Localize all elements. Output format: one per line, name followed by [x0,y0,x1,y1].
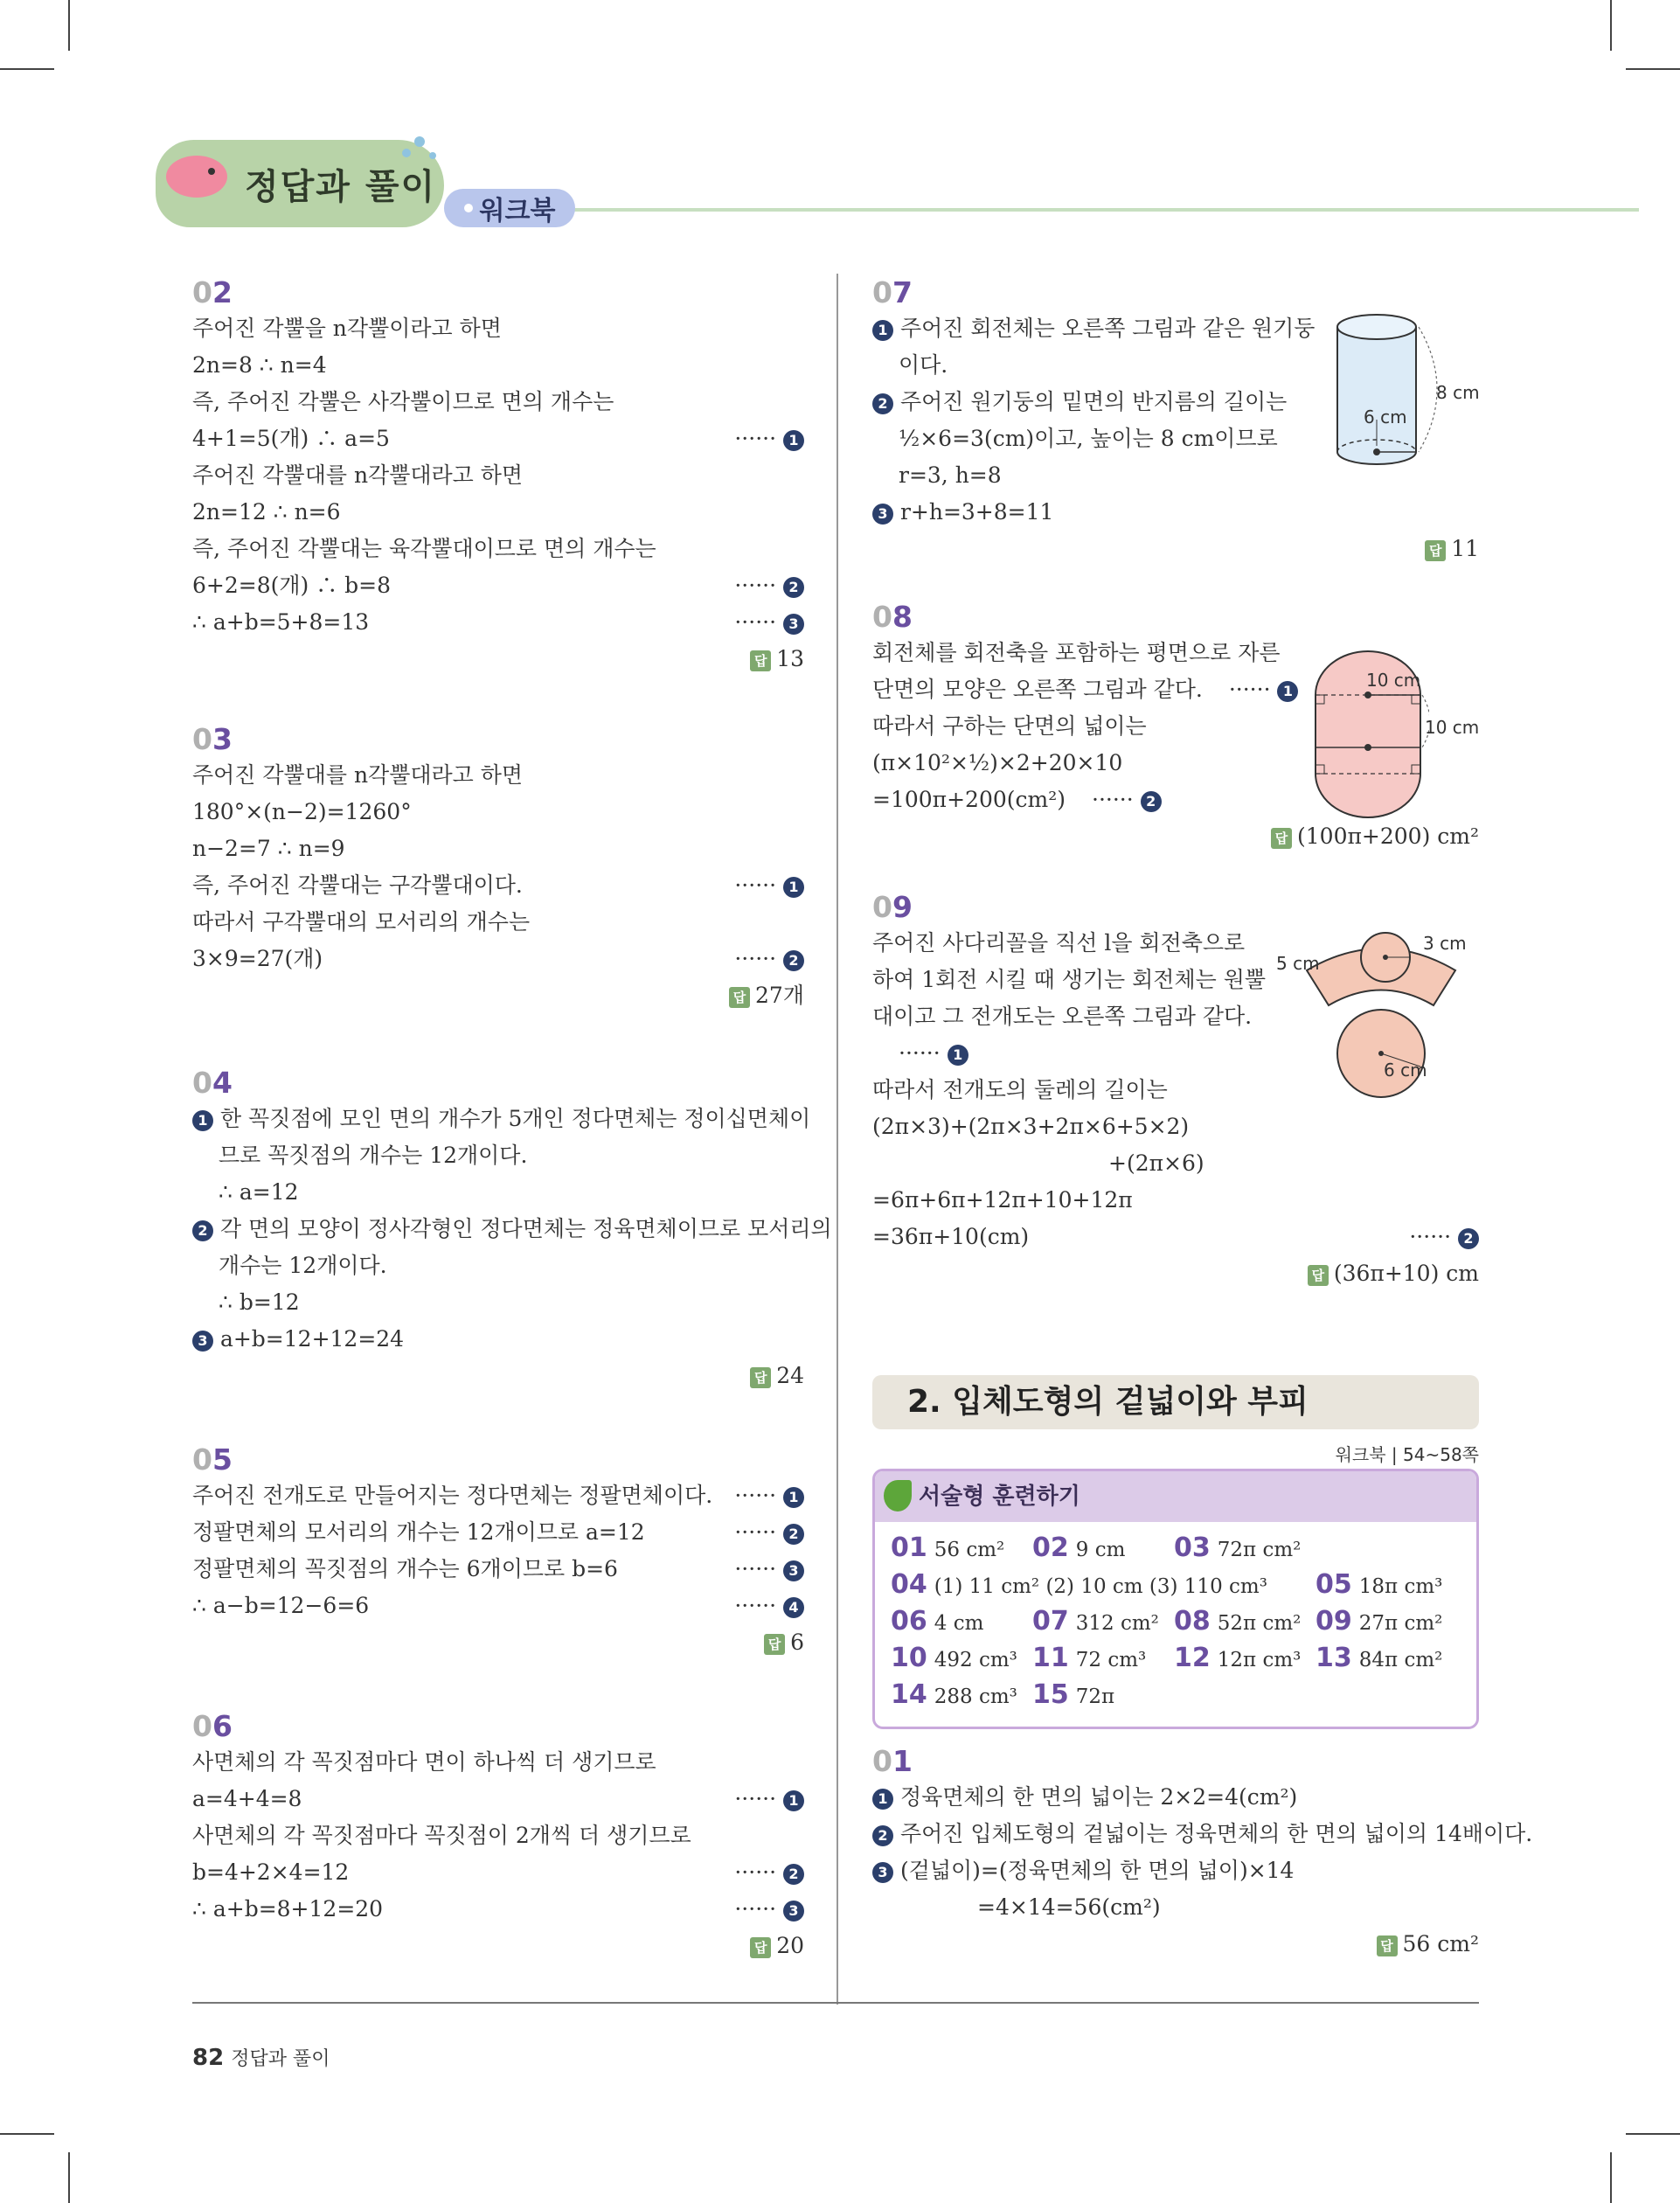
solution-text: +(2π×6) [1108,1150,1204,1176]
solution-text: 정팔면체의 모서리의 개수는 12개이므로 a=12 [192,1519,645,1545]
training-answer-08 [1174,1606,1301,1637]
answer-value: 56 cm² [1402,1931,1479,1956]
problem-number-digit: 9 [892,890,913,924]
problem-06 [192,1709,804,1964]
step-tag: ······ 2 [1409,1219,1479,1255]
tab-dot [464,204,473,212]
solution-line [192,1781,804,1817]
solution-line [872,1889,1479,1926]
solution-text: 즉, 주어진 각뿔대는 구각뿔대이다. [192,872,523,898]
solution-text: 개수는 12개이다. [219,1253,387,1278]
solution-text: 즉, 주어진 각뿔대는 육각뿔대이므로 면의 개수는 [192,536,656,561]
solution-line [192,1744,804,1781]
training-item-value: 492 cm³ [934,1649,1017,1671]
step-tag: ······ 1 [899,1040,968,1066]
workbook-tab [444,189,575,227]
answer-line [192,641,804,678]
problem-number-digit: 7 [892,275,913,309]
training-item-number: 03 [1174,1532,1211,1563]
step-marker-1: 1 [1277,681,1298,702]
training-item-number: 05 [1316,1569,1352,1600]
solution-line [872,1852,1479,1889]
training-item-value: 56 cm² [934,1539,1005,1561]
solution-text: =36π+10(cm) [872,1224,1030,1249]
solution-line [872,310,1479,347]
solution-line [872,962,1479,998]
net-large-radius-label: 6 cm [1384,1060,1427,1081]
step-marker-3: 3 [783,614,804,635]
problem-number-lead: 0 [192,275,212,309]
solution-line [192,420,804,457]
problem-number-lead: 0 [192,1066,212,1100]
solution-line [192,830,804,867]
footer-label: 정답과 풀이 [231,2048,330,2070]
solution-line [192,494,804,531]
problem-number [872,1744,1479,1779]
solution-line [192,310,804,347]
step-marker-3: 3 [783,1560,804,1581]
header-rule [489,208,1639,212]
training-item-value: 27π cm² [1358,1612,1443,1635]
step-marker-3: 3 [872,1862,893,1883]
cross-section-side-label: 10 cm [1425,717,1480,738]
solution-text: ∴ b=12 [219,1289,300,1315]
step-tag: ······ 4 [734,1588,804,1624]
solution-text: 따라서 구각뿔대의 모서리의 개수는 [192,909,531,935]
solution-line [192,1817,804,1854]
solution-text: 각 면의 모양이 정사각형인 정다면체는 정육면체이므로 모서리의 [219,1216,832,1241]
step-marker-1: 1 [872,1789,893,1810]
solution-line [192,1211,832,1247]
solution-text: ∴ a+b=5+8=13 [192,609,370,635]
net-slant-label: 5 cm [1276,953,1320,974]
footer [192,2044,330,2071]
problem-number-lead: 0 [192,722,212,756]
problem-number [872,890,1479,925]
step-marker-1: 1 [192,1110,213,1131]
solution-text: 2n=8 ∴ n=4 [192,352,327,378]
training-answer-12 [1174,1643,1301,1673]
solution-line [192,1551,804,1588]
crop-mark [1626,2133,1680,2135]
answer-icon: 답 [750,1367,771,1388]
solution-line [872,384,1479,420]
solution-text: a+b=12+12=24 [219,1326,405,1352]
answer-line [872,531,1479,567]
training-item-number: 10 [891,1643,927,1673]
step-marker-2: 2 [1141,791,1162,812]
training-item-number: 08 [1174,1606,1211,1637]
training-answer-05 [1316,1569,1442,1600]
step-tag: ······ 1 [734,420,804,457]
problem-number-digit: 1 [892,1744,913,1778]
training-item-number: 14 [891,1679,927,1710]
answer-line [872,818,1479,855]
problem-number-lead: 0 [872,1744,892,1778]
training-answer-13 [1316,1643,1442,1673]
solution-text: 주어진 각뿔대를 n각뿔대라고 하면 [192,762,524,788]
training-answer-07 [1032,1606,1159,1637]
solution-line [192,1321,804,1358]
cylinder-radius-label: 6 cm [1364,407,1407,427]
answer-value: 11 [1451,536,1479,561]
solution-line [872,347,1479,384]
crop-mark [0,68,54,70]
step-marker-1: 1 [783,877,804,898]
solution-line [192,1137,804,1174]
answer-icon: 답 [1308,1265,1329,1286]
solution-line [192,1588,804,1624]
answer-value: (36π+10) cm [1333,1261,1479,1286]
solution-line [192,757,804,794]
solution-line [192,1284,804,1321]
crop-mark [68,2152,70,2203]
solution-line [192,1891,804,1928]
solution-text: 주어진 전개도로 만들어지는 정다면체는 정팔면체이다. [192,1483,713,1508]
problem-number [872,275,1479,310]
step-tag: ······ 2 [734,941,804,977]
solution-text: ∴ a+b=8+12=20 [192,1896,384,1922]
solution-text: (2π×3)+(2π×3+2π×6+5×2) [872,1114,1190,1139]
problem-02 [192,275,804,678]
answer-value: 24 [776,1363,804,1388]
step-marker-3: 3 [872,504,893,525]
problem-03 [192,722,804,1014]
solution-line [872,745,1479,782]
training-item-number: 07 [1032,1606,1069,1637]
solution-line [192,604,804,641]
solution-text: 주어진 회전체는 오른쪽 그림과 같은 원기둥 [899,316,1316,341]
crop-mark [1610,2152,1612,2203]
problem-number-digit: 8 [892,600,913,634]
problem-number-lead: 0 [872,275,892,309]
solution-line [872,1779,1479,1816]
solution-text: r+h=3+8=11 [899,499,1054,525]
solution-text: 2n=12 ∴ n=6 [192,499,341,525]
step-tag: ······ 2 [734,1854,804,1891]
answer-icon: 답 [1377,1935,1398,1956]
solution-line [192,867,804,904]
crop-mark [0,2133,54,2135]
solution-line [872,925,1479,962]
solution-text: 주어진 사다리꼴을 직선 l을 회전축으로 [872,930,1246,956]
solution-line [872,1035,1479,1072]
solution-line [872,1219,1479,1255]
solution-line [192,384,804,420]
training-item-number: 13 [1316,1643,1352,1673]
training-item-number: 06 [891,1606,927,1637]
answer-line [192,1928,804,1964]
training-answer-14 [891,1679,1017,1710]
answer-line [192,977,804,1014]
column-divider [837,274,838,2005]
cylinder-height-label: 8 cm [1436,382,1480,403]
training-item-number: 04 [891,1569,927,1600]
training-item-value: 72 cm³ [1075,1649,1147,1671]
answer-line [872,1255,1479,1292]
training-answer-09 [1316,1606,1442,1637]
step-tag: ······ 1 [734,1477,804,1514]
answer-line [192,1358,804,1394]
step-tag: ······ 3 [734,1551,804,1588]
solution-text: ½×6=3(cm)이고, 높이는 8 cm이므로 [899,426,1278,451]
training-box [872,1469,1479,1729]
solution-line [192,567,804,604]
answer-value: (100π+200) cm² [1297,824,1479,849]
step-marker-4: 4 [783,1597,804,1618]
step-marker-2: 2 [783,1524,804,1545]
workbook-tab-label: 워크북 [479,196,556,226]
problem-number-lead: 0 [872,890,892,924]
solution-line [192,347,804,384]
step-marker-1: 1 [783,1487,804,1508]
training-answer-02 [1032,1532,1125,1563]
solution-line [872,998,1479,1035]
solution-text: 4+1=5(개) ∴ a=5 [192,426,390,451]
training-answer-04 [891,1569,1267,1600]
step-marker-3: 3 [783,1901,804,1922]
solution-line [192,794,804,830]
step-tag: ······ 1 [734,1781,804,1817]
solution-text: 회전체를 회전축을 포함하는 평면으로 자른 [872,640,1281,665]
problem-number-digit: 5 [212,1442,233,1477]
solution-text: 정팔면체의 꼭짓점의 개수는 6개이므로 b=6 [192,1556,618,1581]
solution-text: 3×9=27(개) [192,946,323,971]
crop-mark [1610,0,1612,51]
solution-text: 따라서 구하는 단면의 넓이는 [872,713,1147,739]
crop-mark [68,0,70,51]
answer-icon: 답 [750,1937,771,1958]
answer-icon: 답 [750,650,771,671]
solution-text: 180°×(n−2)=1260° [192,799,412,824]
answer-line [192,1624,804,1661]
solution-line [872,1108,1479,1145]
solution-line [872,708,1479,745]
solution-text: r=3, h=8 [899,462,1002,488]
training-item-number: 02 [1032,1532,1069,1563]
solution-line [192,1514,804,1551]
solution-text: 즉, 주어진 각뿔은 사각뿔이므로 면의 개수는 [192,389,614,414]
step-tag: ······ 1 [1229,677,1299,702]
solution-line [192,941,804,977]
solution-text: 사면체의 각 꼭짓점마다 꼭짓점이 2개씩 더 생기므로 [192,1823,691,1848]
solution-text: 주어진 각뿔대를 n각뿔대라고 하면 [192,462,524,488]
step-tag: ······ 2 [1092,787,1162,812]
solution-line [872,1816,1533,1852]
training-answer-03 [1174,1532,1301,1563]
training-answer-15 [1032,1679,1114,1710]
fish-icon [166,156,227,198]
solution-line [192,1854,804,1891]
solution-text: =4×14=56(cm²) [977,1894,1161,1920]
problem-number-digit: 4 [212,1066,233,1100]
step-tag: ······ 2 [734,1514,804,1551]
step-marker-1: 1 [948,1045,968,1066]
solution-text: 주어진 각뿔을 n각뿔이라고 하면 [192,316,502,341]
training-title: 서술형 훈련하기 [919,1484,1080,1510]
solution-line [192,1101,811,1137]
step-tag: ······ 1 [734,867,804,904]
crop-mark [1626,68,1680,70]
solution-line [872,494,1479,531]
solution-text: (π×10²×½)×2+20×10 [872,750,1123,775]
training-answer-11 [1032,1643,1146,1673]
step-marker-2: 2 [872,393,893,414]
solution-line [872,1145,1479,1182]
solution-text: 대이고 그 전개도는 오른쪽 그림과 같다. [872,1004,1253,1029]
answer-value: 20 [776,1933,804,1958]
training-item-value: 72π cm² [1217,1539,1302,1561]
answer-icon: 답 [1425,540,1446,561]
problem-number-lead: 0 [872,600,892,634]
answer-icon: 답 [764,1634,785,1655]
training-item-value: 18π cm³ [1358,1575,1443,1598]
solution-text: 하여 1회전 시킬 때 생기는 회전체는 원뿔 [872,967,1266,992]
training-item-value: (1) 11 cm² (2) 10 cm (3) 110 cm³ [934,1575,1267,1598]
solution-line [872,671,1479,708]
step-marker-1: 1 [872,320,893,341]
solution-text: 므로 꼭짓점의 개수는 12개이다. [219,1143,528,1168]
problem-number [192,1709,804,1744]
training-item-number: 01 [891,1532,927,1563]
problem-04 [192,1066,832,1394]
training-item-value: 12π cm³ [1217,1649,1302,1671]
training-item-value: 9 cm [1075,1539,1126,1561]
problem-08 [872,600,1479,855]
problem-number [192,722,804,757]
training-item-value: 84π cm² [1358,1649,1443,1671]
solution-line [192,1477,804,1514]
bottom-rule [192,2002,1479,2004]
answer-value: 13 [776,646,804,671]
solution-line [192,457,804,494]
training-answer-01 [891,1532,1004,1563]
solution-text: ∴ a−b=12−6=6 [192,1593,370,1618]
answer-line [872,1926,1479,1963]
solution-line [192,531,804,567]
section-banner: 2. 입체도형의 겉넓이와 부피 [872,1375,1479,1429]
answer-icon: 답 [729,987,750,1008]
training-answer-06 [891,1606,983,1637]
training-item-value: 4 cm [934,1612,984,1635]
net-small-radius-label: 3 cm [1423,933,1467,954]
solution-text: 6+2=8(개) ∴ b=8 [192,573,392,598]
step-marker-2: 2 [783,577,804,598]
solution-text: n−2=7 ∴ n=9 [192,836,345,861]
problem-number-digit: 2 [212,275,233,309]
answer-value: 6 [790,1630,804,1655]
solution-line [192,904,804,941]
problem-number-lead: 0 [192,1442,212,1477]
solution-line [872,457,1479,494]
step-marker-2: 2 [783,950,804,971]
step-marker-1: 1 [783,430,804,451]
solution-text: 단면의 모양은 오른쪽 그림과 같다. [872,677,1203,702]
step-marker-2: 2 [1458,1228,1479,1249]
training-item-value: 52π cm² [1217,1612,1302,1635]
solution-text: ∴ a=12 [219,1179,299,1205]
step-marker-2: 2 [192,1220,213,1241]
solution-text: 정육면체의 한 면의 넓이는 2×2=4(cm²) [899,1784,1298,1810]
problem-09 [872,890,1479,1292]
problem-number-digit: 3 [212,722,233,756]
training-item-number: 09 [1316,1606,1352,1637]
answer-value: 27개 [755,983,804,1008]
solution-text: 따라서 전개도의 둘레의 길이는 [872,1077,1168,1102]
leaf-icon [884,1480,912,1512]
problem-07 [872,275,1479,567]
training-item-number: 15 [1032,1679,1069,1710]
training-item-value: 312 cm² [1075,1612,1159,1635]
problem-number [872,600,1479,635]
problem-number [192,275,804,310]
solution-text: =6π+6π+12π+10+12π [872,1187,1133,1213]
page-title: 정답과 풀이 [245,167,437,207]
solution-line [872,1182,1479,1219]
solution-line [872,1072,1479,1108]
answer-icon: 답 [1271,828,1292,849]
solution-text: =100π+200(cm²) [872,787,1066,812]
solution-line [192,1174,804,1211]
step-marker-3: 3 [192,1331,213,1352]
problem-number [192,1442,804,1477]
solution-text: 한 꼭짓점에 모인 면의 개수가 5개인 정다면체는 정이십면체이 [219,1106,811,1131]
problem-01 [872,1744,1533,1963]
training-item-number: 11 [1032,1643,1069,1673]
page-number: 82 [192,2045,225,2071]
problem-number [192,1066,804,1101]
problem-05 [192,1442,804,1661]
problem-number-digit: 6 [212,1709,233,1743]
step-marker-2: 2 [783,1864,804,1885]
training-item-value: 288 cm³ [934,1685,1017,1708]
fish-eye [208,168,215,175]
step-tag: ······ 3 [734,1891,804,1928]
solution-text: 주어진 원기둥의 밑면의 반지름의 길이는 [899,389,1288,414]
solution-text: (겉넓이)=(정육면체의 한 면의 넓이)×14 [899,1858,1295,1883]
step-marker-2: 2 [872,1825,893,1846]
training-item-value: 72π [1075,1685,1115,1708]
solution-line [872,782,1479,818]
solution-text: b=4+2×4=12 [192,1859,350,1885]
training-item-number: 12 [1174,1643,1211,1673]
solution-text: 이다. [899,352,948,378]
solution-line [872,635,1479,671]
step-marker-1: 1 [783,1790,804,1811]
step-tag: ······ 3 [734,604,804,641]
training-answer-10 [891,1643,1017,1673]
problem-number-lead: 0 [192,1709,212,1743]
solution-line [872,420,1479,457]
solution-text: 주어진 입체도형의 겉넓이는 정육면체의 한 면의 넓이의 14배이다. [899,1821,1533,1846]
workbook-page-ref: 워크북 | 54~58쪽 [1335,1444,1479,1465]
solution-line [192,1247,804,1284]
solution-text: 사면체의 각 꼭짓점마다 면이 하나씩 더 생기므로 [192,1749,656,1775]
step-tag: ······ 2 [734,567,804,604]
solution-text: a=4+4=8 [192,1786,302,1811]
cross-section-top-label: 10 cm [1366,670,1421,691]
